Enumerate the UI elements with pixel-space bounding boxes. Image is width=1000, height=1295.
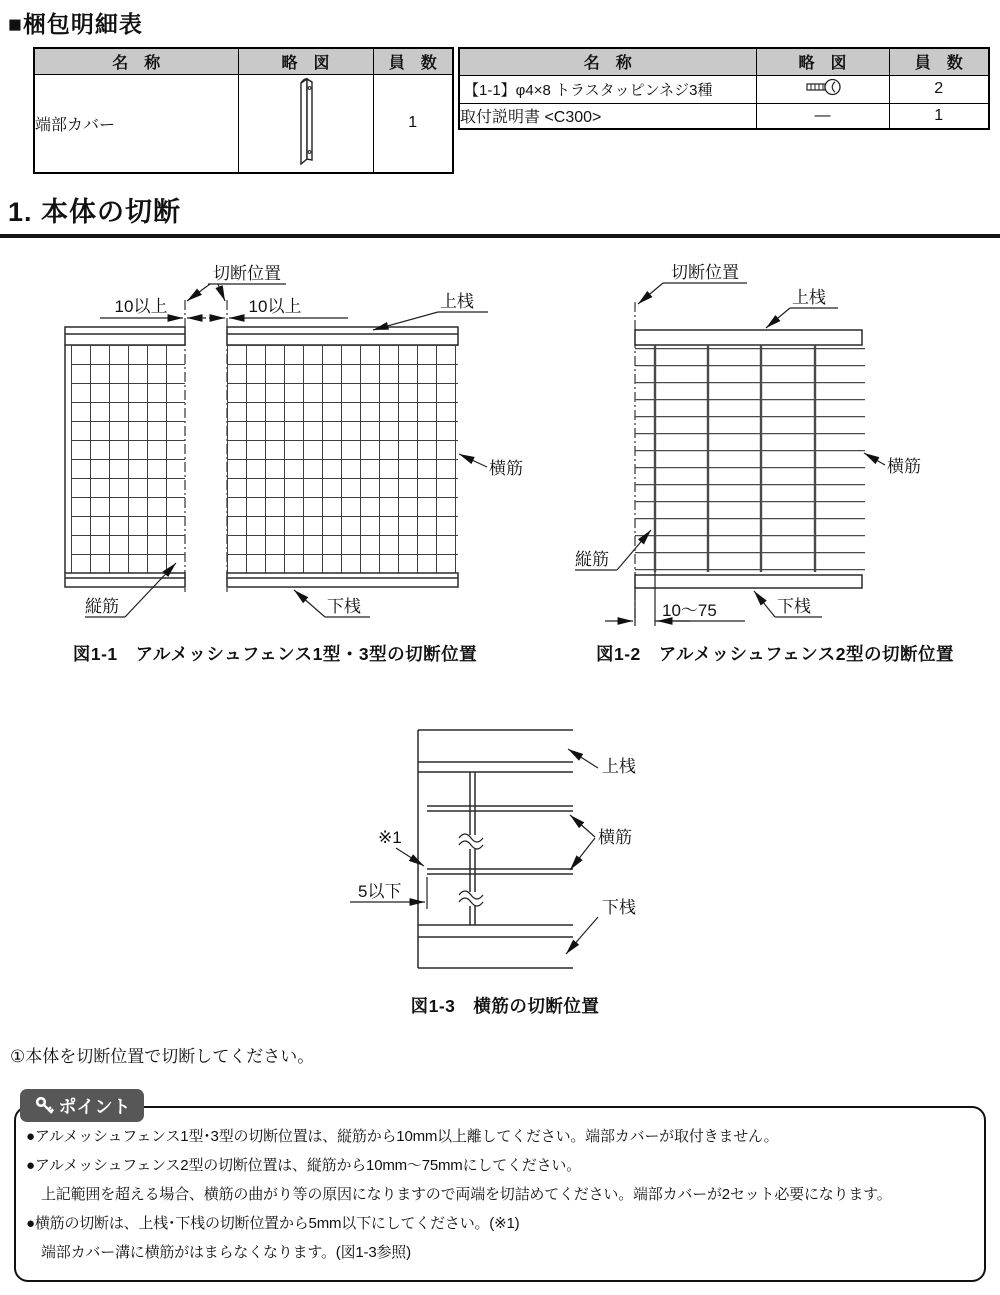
col-header-qty: 員 数 [889,48,989,75]
bottom-rail-label: 下桟 [777,597,811,616]
bottom-rail-right [227,573,458,587]
col-header-name: 名 称 [459,48,756,75]
section-heading: 1. 本体の切断 [0,190,1000,238]
dim-left-label: 10以上 [114,297,168,316]
figure-1-1-caption: 図1-1 アルメッシュフェンス1型・3型の切断位置 [72,644,478,664]
step-instruction: ①本体を切断位置で切断してください。 [10,1047,315,1066]
leader-line [218,284,225,301]
point-badge [20,1089,144,1122]
cut-position-label: 切断位置 [213,264,281,283]
note-ref-label: ※1 [378,828,402,847]
bottom-rail-label: 下桟 [602,898,636,917]
figure-1-1 [40,250,540,650]
top-rail [635,330,862,345]
table-row [459,75,989,103]
bottom-rail [635,575,862,588]
point-notes [26,1122,978,1267]
vertical-bar-label: 縦筋 [85,597,119,616]
point-line: ●アルメッシュフェンス2型の切断位置は、縦筋から10mm〜75mmにしてください。 [26,1157,582,1174]
screw-sketch-cell [756,75,889,103]
horizontal-bar-upper [427,806,573,811]
mesh-horizontal-bars [635,346,865,572]
figure-1-2-caption: 図1-2 アルメッシュフェンス2型の切断位置 [595,644,955,664]
horizontal-bar-label: 横筋 [598,828,632,847]
top-rail-label: 上桟 [602,757,636,776]
end-cover-sketch-cell [238,74,373,173]
col-header-sketch: 略 図 [238,48,373,74]
table-row [459,103,989,129]
point-line: 上記範囲を超える場合、横筋の曲がり等の原因になりますので両端を切詰めてください。端部カバーが2セット必要になります。 [41,1186,892,1203]
part-qty: 1 [889,103,989,129]
point-line: 端部カバー溝に横筋がはまらなくなります。(図1-3参照) [41,1244,411,1261]
part-qty: 2 [889,75,989,103]
mesh-panel-left [71,345,185,573]
packing-table-left [33,47,454,174]
horizontal-bar-label: 横筋 [887,457,921,476]
point-line: ●アルメッシュフェンス1型･3型の切断位置は、縦筋から10mm以上離してください。端部カバーが取付きません。 [26,1128,779,1145]
leader-line [187,284,210,301]
dim-label: 5以下 [358,882,402,901]
vertical-bar-label: 縦筋 [575,550,609,569]
col-header-sketch: 略 図 [756,48,889,75]
bottom-rail-label: 下桟 [327,597,361,616]
figure-1-3 [340,725,670,975]
top-rail-label: 上桟 [792,288,826,307]
figure-1-3-caption: 図1-3 横筋の切断位置 [410,996,600,1016]
dim-right-label: 10以上 [248,297,302,316]
part-qty: 1 [373,74,453,173]
key-icon [34,1095,56,1117]
cut-position-label: 切断位置 [671,263,739,282]
figure-1-2 [560,250,1000,650]
part-name: 取付説明書 <C300> [459,103,756,129]
top-rail-right [227,327,458,345]
part-name: 【1-1】φ4×8 トラスタッピンネジ3種 [459,75,756,103]
horizontal-bar-lower [427,869,573,874]
top-rail-label: 上桟 [440,292,474,311]
horizontal-bar-label: 横筋 [489,459,523,478]
point-line: ●横筋の切断は、上桟･下桟の切断位置から5mm以下にしてください。(※1) [26,1215,520,1232]
top-rail-left [65,327,185,345]
packing-list-heading: ■梱包明細表 [8,11,143,37]
end-cover-sketch [286,75,326,167]
vertical-wire [459,772,486,925]
col-header-qty: 員 数 [373,48,453,74]
point-badge-label: ポイント [58,1096,131,1117]
bottom-rail-left [65,573,185,587]
no-sketch-dash: ― [756,103,889,129]
table-row [34,74,453,173]
col-header-name: 名 称 [34,48,238,74]
part-name: 端部カバー [34,74,238,173]
truss-screw-sketch [801,77,845,97]
dim-label: 10〜75 [662,601,717,620]
mesh-panel-right [227,345,458,573]
packing-table-right [458,47,990,130]
